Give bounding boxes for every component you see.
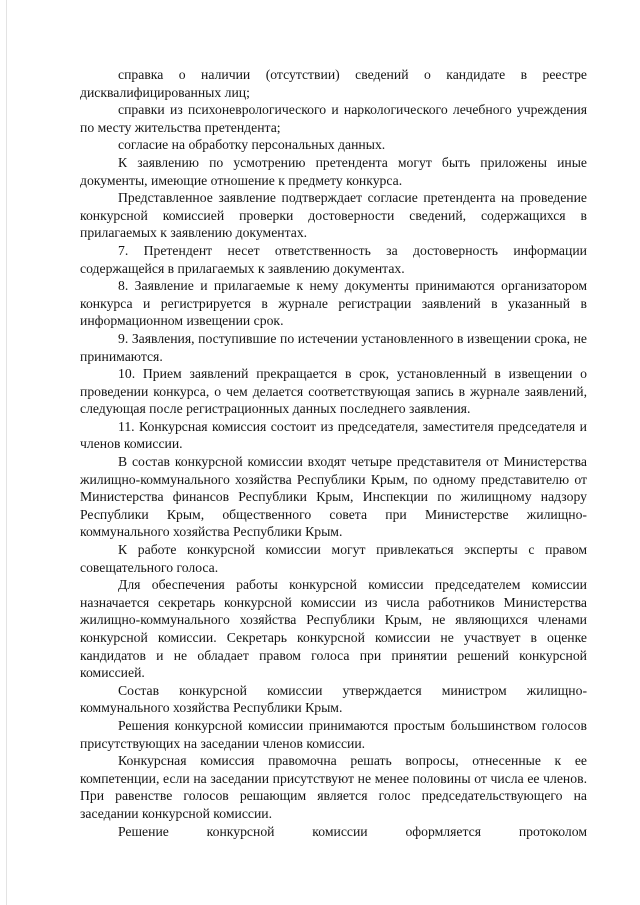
paragraph-item-7: 7. Претендент несет ответственность за достоверность информации содержащейся в прилагаемых к заявлению документах. [80,242,587,276]
paragraph-commission-composition: В состав конкурсной комиссии входят четыре представителя от Министерства жилищно-коммунального хозяйства Республики Крым, по одному представителю от Министерства финансов Республики Крым, Инспекции по жилищному надзору Республики Крым, общественного совета при Министерстве жилищно-коммунального хозяйства Республики Крым. [80,454,587,540]
paragraph-disqualified-registry: справка о наличии (отсутствии) сведений о кандидате в реестре дисквалифицированных лиц; [80,67,587,100]
document-body [80,66,587,840]
paragraph-item-9: 9. Заявления, поступившие по истечении установленного в извещении срока, не принимаются. [80,330,587,364]
paragraph-personal-data-consent: согласие на обработку персональных данных. [118,137,386,153]
paragraph-composition-approval: Состав конкурсной комиссии утверждается министром жилищно-коммунального хозяйства Республики Крым. [80,682,587,716]
paragraph-item-10: 10. Прием заявлений прекращается в срок, установленный в извещении о проведении конкурса, о чем делается соответствующая запись в журнале заявлений, следующая после регистрационных данных последнего заявления. [80,366,587,417]
paragraph-item-11: 11. Конкурсная комиссия состоит из председателя, заместителя председателя и членов комиссии. [80,418,587,452]
scan-edge-line [6,0,7,905]
paragraph-verification-consent: Представленное заявление подтверждает согласие претендента на проведение конкурсной комиссией проверки достоверности сведений, содержащихся в прилагаемых к заявлению документах. [80,190,587,241]
paragraph-medical-certificates: справки из психоневрологического и наркологического лечебного учреждения по месту жительства претендента; [80,102,587,135]
paragraph-experts: К работе конкурсной комиссии могут привлекаться эксперты с правом совещательного голоса. [80,542,587,575]
paragraph-majority-decisions: Решения конкурсной комиссии принимаются простым большинством голосов присутствующих на заседании членов комиссии. [80,717,587,751]
paragraph-secretary: Для обеспечения работы конкурсной комиссии председателем комиссии назначается секретарь конкурсной комиссии из числа работников Министерства жилищно-коммунального хозяйства Республики Крым, не являющихся членами конкурсной комиссии. Секретарь конкурсной комиссии не участвует в оценке кандидатов и не обладает правом голоса при принятии решений конкурсной комиссией. [80,577,587,681]
paragraph-item-8: 8. Заявление и прилагаемые к нему документы принимаются организатором конкурса и регистрируется в журнале регистрации заявлений в указанный в информационном извещении срок. [80,278,587,329]
paragraph-quorum: Конкурсная комиссия правомочна решать вопросы, отнесенные к ее компетенции, если на заседании присутствуют не менее половины от числа ее членов. При равенстве голосов решающим является голос председательствующего на заседании конкурсной комиссии. [80,753,587,821]
paragraph-protocol: Решение конкурсной комиссии оформляется протоколом [118,823,587,839]
paragraph-additional-documents: К заявлению по усмотрению претендента могут быть приложены иные документы, имеющие отношение к предмету конкурса. [80,154,587,188]
